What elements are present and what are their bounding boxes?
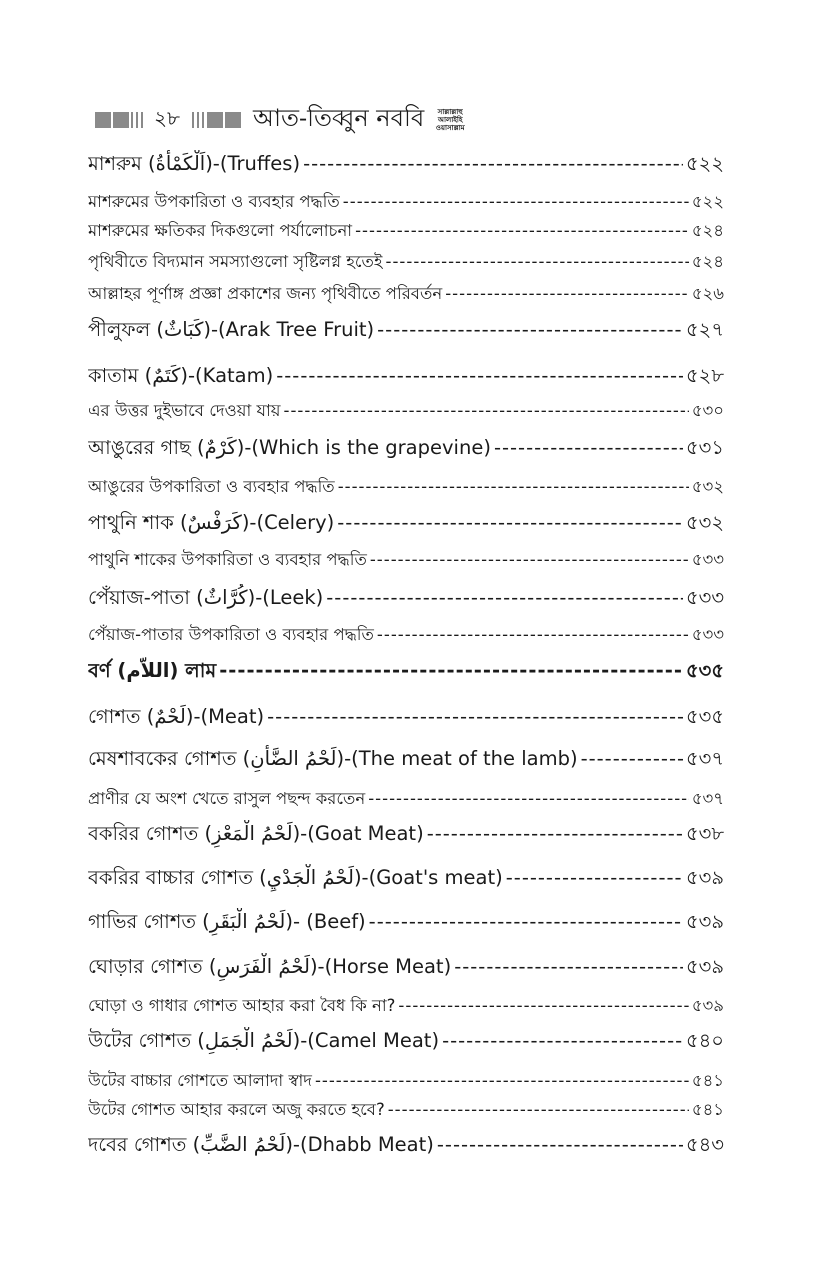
toc-entry-page: ৫৩৮ — [686, 822, 724, 845]
toc-leader — [369, 910, 683, 933]
toc-leader — [337, 511, 683, 534]
toc-entry — [88, 584, 724, 616]
toc-entry-title: উটের বাচ্চার গোশতে আলাদা স্বাদ — [88, 1071, 312, 1090]
toc-entry-title: আঙুরের উপকারিতা ও ব্যবহার পদ্ধতি — [88, 477, 335, 496]
toc-entry-page: ৫২২ — [691, 192, 724, 211]
toc-leader — [284, 401, 689, 420]
toc-entry — [88, 1027, 724, 1059]
toc-leader — [506, 866, 683, 889]
toc-leader — [398, 996, 688, 1015]
toc-entry — [88, 953, 724, 985]
toc-entry-title: উটের গোশত আহার করলে অজু করতে হবে? — [88, 1100, 385, 1119]
toc-entry — [88, 703, 724, 735]
toc-leader — [581, 747, 683, 770]
toc-entry-page: ৫৪০ — [686, 1029, 724, 1052]
toc-entry — [88, 434, 724, 466]
toc-entry — [88, 1068, 724, 1095]
toc-entry-title: মাশরুমের উপকারিতা ও ব্যবহার পদ্ধতি — [88, 192, 340, 211]
toc-entry-page: ৫২৭ — [685, 318, 724, 341]
toc-leader — [377, 625, 689, 644]
toc-entry-title: পাথুনি শাকের উপকারিতা ও ব্যবহার পদ্ধতি — [88, 550, 367, 569]
toc-entry-title: বকরির বাচ্চার গোশত (لَحْمُ الْجَدْيِ)-(Goat's meat) — [88, 866, 503, 889]
toc-entry — [88, 189, 724, 216]
toc-entry-title: আল্লাহর পূর্ণাঙ্গ প্রজ্ঞা প্রকাশের জন্য পৃথিবীতে পরিবর্তন — [88, 284, 443, 303]
toc-entry — [88, 993, 724, 1020]
toc-entry-page: ৫২২ — [685, 152, 724, 175]
toc-entry-page: ৫২৪ — [691, 252, 724, 271]
toc-leader — [276, 364, 683, 387]
toc-entry — [88, 398, 724, 425]
toc-entry — [88, 509, 724, 541]
toc-entry-page: ৫৩৭ — [685, 747, 724, 770]
toc-entry-page: ৫২৪ — [691, 221, 724, 240]
toc-entry-title: পেঁয়াজ-পাতা (كُرَّاثٌ)-(Leek) — [88, 586, 324, 609]
toc-entry-page: ৫৩৯ — [686, 955, 724, 978]
toc-entry-page: ৫৪৩ — [686, 1133, 724, 1156]
toc-entry-page: ৫৩৩ — [691, 550, 724, 569]
toc-entry-page: ৫৩৫ — [686, 705, 724, 728]
toc-entry-title: গোশত (لَحْمٌ)-(Meat) — [88, 705, 265, 728]
toc-leader — [343, 192, 689, 211]
toc-entry-page: ৫২৮ — [686, 364, 724, 387]
toc-entry-page: ৫৩৫ — [686, 659, 724, 682]
toc-entry-page: ৫৩২ — [685, 511, 724, 534]
toc-leader — [355, 221, 689, 240]
toc-entry — [88, 908, 724, 940]
toc-entry-title: পেঁয়াজ-পাতার উপকারিতা ও ব্যবহার পদ্ধতি — [88, 625, 374, 644]
toc-leader — [388, 1100, 689, 1119]
toc-entry-page: ৫৩১ — [686, 436, 724, 459]
toc-entry-title: এর উত্তর দুইভাবে দেওয়া যায় — [88, 401, 281, 420]
toc-entry-page: ৫৪১ — [691, 1071, 724, 1090]
toc-entry — [88, 547, 724, 574]
toc-entry — [88, 474, 724, 501]
book-title: আত-তিব্বুন নববি — [252, 104, 425, 132]
toc-leader — [454, 955, 683, 978]
toc-entry-title: বকরির গোশত (لَحْمُ الْمَعْزِ)-(Goat Meat) — [88, 822, 424, 845]
toc-leader — [368, 789, 689, 808]
toc-entry-page: ৫৪১ — [691, 1100, 724, 1119]
toc-entry-title: গাভির গোশত (لَحْمُ الْبَقَرِ)- (Beef) — [88, 910, 366, 933]
toc-entry-title: বর্ণ (اللاّم) লাম — [88, 659, 217, 682]
toc-leader — [267, 705, 683, 728]
toc-entry — [88, 249, 724, 276]
page-number: ২৮ — [154, 105, 180, 130]
toc-entry — [88, 864, 724, 896]
toc-entry-title: দবের গোশত (لَحْمُ الضَّبِّ)-(Dhabb Meat) — [88, 1133, 434, 1156]
toc-entry-page: ৫৩৩ — [691, 625, 724, 644]
toc-entry-page: ৫৩৭ — [691, 789, 724, 808]
toc-entry-title: মাশরুম (اَلْكَمْأَةُ)-(Truffes) — [88, 152, 301, 175]
toc-entry-page: ৫৩৯ — [686, 910, 724, 933]
toc-leader — [427, 822, 683, 845]
toc-entry-page: ৫৩২ — [691, 477, 724, 496]
toc-leader — [437, 1133, 683, 1156]
running-header — [95, 100, 735, 140]
toc-entry — [88, 745, 724, 777]
toc-entry-title: পাথুনি শাক (كَرَفْسٌ)-(Celery) — [88, 511, 335, 534]
toc-entry — [88, 657, 724, 689]
toc-entry — [88, 622, 724, 649]
toc-entry-title: পীলুফল (كَبَاثٌ)-(Arak Tree Fruit) — [88, 318, 375, 341]
toc-entry-title: মেষশাবকের গোশত (لَحْمُ الضَّأنِ)-(The meat of the lamb) — [88, 747, 578, 770]
salutation-mark: সাল্লাল্লাহু আলাইহি ওয়াসাল্লাম — [435, 108, 465, 132]
toc-entry-title: আঙুরের গাছ (كَرْمٌ)-(Which is the grapevine) — [88, 436, 491, 459]
toc-leader — [494, 436, 683, 459]
toc-leader — [445, 284, 689, 303]
toc-entry-page: ৫৩৯ — [686, 866, 724, 889]
toc-entry-page: ৫৩০ — [691, 401, 724, 420]
toc-leader — [386, 252, 689, 271]
toc-entry — [88, 786, 724, 813]
toc-entry-title: পৃথিবীতে বিদ্যমান সমস্যাগুলো সৃষ্টিলগ্ন হতেই — [88, 252, 383, 271]
toc-leader — [315, 1071, 689, 1090]
toc-entry — [88, 150, 724, 182]
toc-entry-page: ৫৩৩ — [685, 586, 724, 609]
toc-leader — [377, 318, 683, 341]
toc-entry-page: ৫২৬ — [691, 284, 724, 303]
toc-entry-title: মাশরুমের ক্ষতিকর দিকগুলো পর্যালোচনা — [88, 221, 353, 240]
header-ornament-right — [192, 112, 243, 128]
toc-leader — [370, 550, 689, 569]
toc-leader — [442, 1029, 683, 1052]
toc-leader — [303, 152, 683, 175]
toc-entry — [88, 316, 724, 348]
toc-entry — [88, 362, 724, 394]
toc-entry — [88, 1131, 724, 1163]
toc-entry — [88, 281, 724, 308]
toc-entry — [88, 1097, 724, 1124]
toc-entry-title: প্রাণীর যে অংশ খেতে রাসুল পছন্দ করতেন — [88, 789, 366, 808]
toc-entry-title: কাতাম (كَتَمٌ)-(Katam) — [88, 364, 274, 387]
toc-entry-title: উটের গোশত (لَحْمُ الْجَمَلِ)-(Camel Meat) — [88, 1029, 440, 1052]
toc-entry — [88, 218, 724, 245]
toc-entry — [88, 820, 724, 852]
toc-entry-title: ঘোড়ার গোশত (لَحْمُ الْفَرَسِ)-(Horse Meat) — [88, 955, 452, 978]
header-ornament-left — [95, 112, 146, 128]
toc-leader — [326, 586, 683, 609]
toc-entry-page: ৫৩৯ — [691, 996, 724, 1015]
toc-leader — [219, 659, 683, 682]
toc-entry-title: ঘোড়া ও গাধার গোশত আহার করা বৈধ কি না? — [88, 996, 396, 1015]
toc-leader — [338, 477, 689, 496]
